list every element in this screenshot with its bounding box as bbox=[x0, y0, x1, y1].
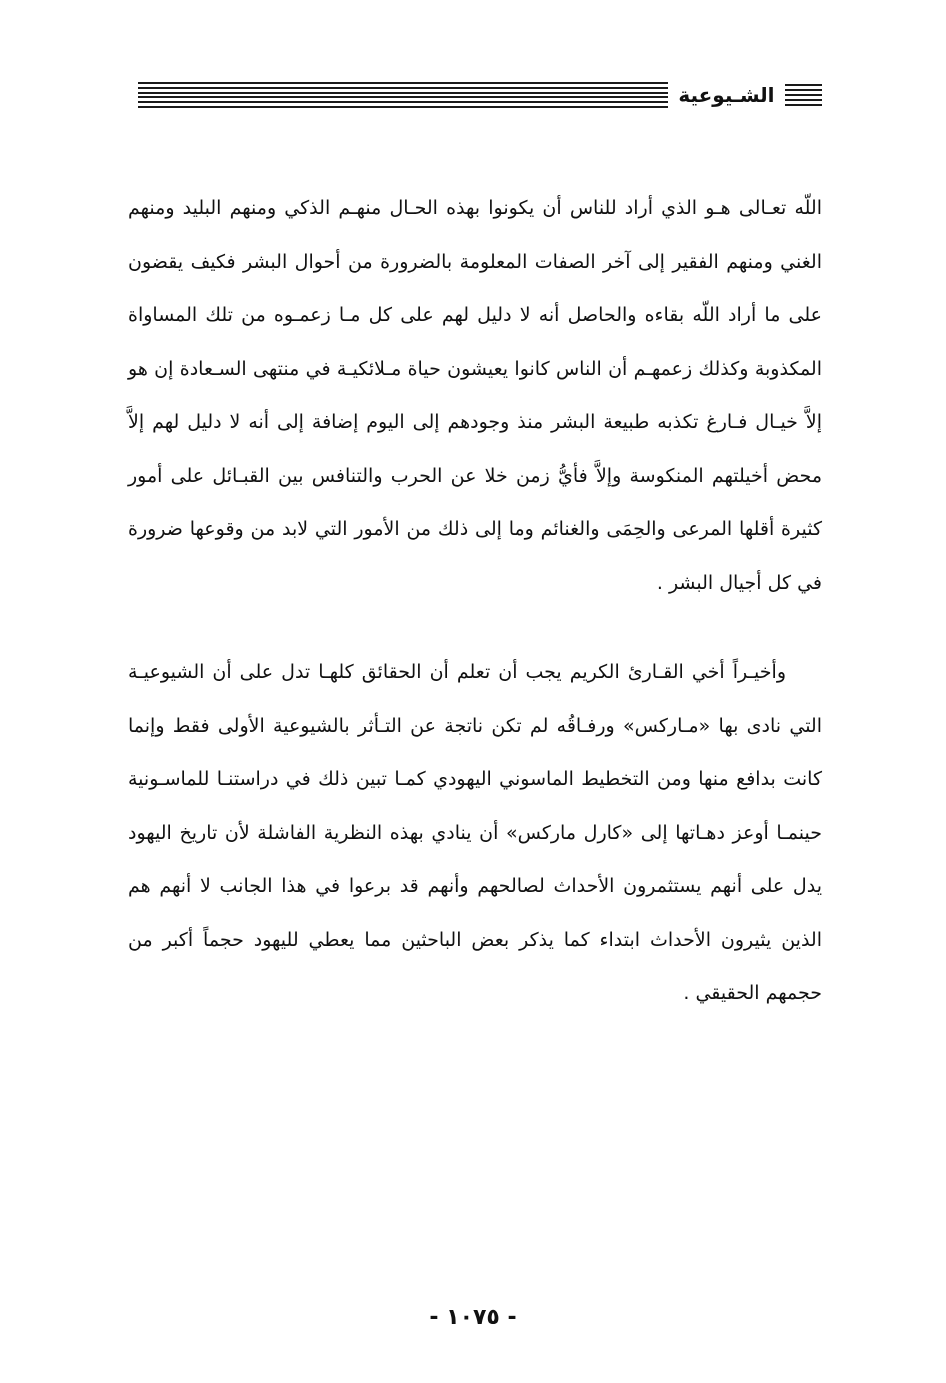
header-rule-right bbox=[138, 82, 668, 108]
page-number: - ١٠٧٥ - bbox=[429, 1305, 517, 1330]
paragraph-2: وأخيـراً أخي القـارئ الكريم يجب أن تعلم أن الحقائق كلهـا تدل على أن الشيوعيـة التي نادى بها «مـاركس» ورفـاقُه لم تكن ناتجة عن التـأثر بالشيوعية الأولى فقط وإنما كانت بدافع منها ومن التخطيط الماسوني اليهودي كمـا تبين ذلك في دراستنـا للماسـونية حينمـا أوعز دهـاتها إلى «كارل ماركس» أن ينادي بهذه النظرية الفاشلة لأن تاريخ اليهود يدل على أنهم يستثمرون الأحداث لصالحهم وأنهم قد برعوا في هذا الجانب لا أنهم هم الذين يثيرون الأحداث ابتداء كما يذكر بعض الباحثين مما يعطي لليهود حجماً أكبر من حجمهم الحقيقي . bbox=[128, 661, 822, 1004]
header-title: الشـيوعية bbox=[678, 83, 775, 107]
running-header bbox=[138, 80, 822, 110]
paragraph-1: اللّه تعـالى هـو الذي أراد للناس أن يكونوا بهذه الحـال منهـم الذكي ومنهم البليد ومنهم الغني ومنهم الفقير إلى آخر الصفات المعلومة بالضرورة من أحوال البشر فكيف يقضون على ما أراد اللّه بقاءه والحاصل أنه لا دليل لهم على كل مـا زعمـوه من تلك المساواة المكذوبة وكذلك زعمهـم أن الناس كانوا يعيشون حياة مـلائكيـة في منتهى السـعادة إن هو إلاَّ خيـال فـارغ تكذبه طبيعة البشر منذ وجودهم إلى اليوم إضافة إلى أنه لا دليل لهم إلاَّ محض أخيلتهم المنكوسة وإلاَّ فأيُّ زمن خلا عن الحرب والتنافس بين القبـائل على أمور كثيرة أقلها المرعى والحِمَى والغنائم وما إلى ذلك من الأمور التي لابد من وقوعها ضرورة في كل أجيال البشر . bbox=[128, 197, 822, 594]
page-body bbox=[128, 182, 822, 1021]
header-rule-left bbox=[785, 84, 822, 106]
